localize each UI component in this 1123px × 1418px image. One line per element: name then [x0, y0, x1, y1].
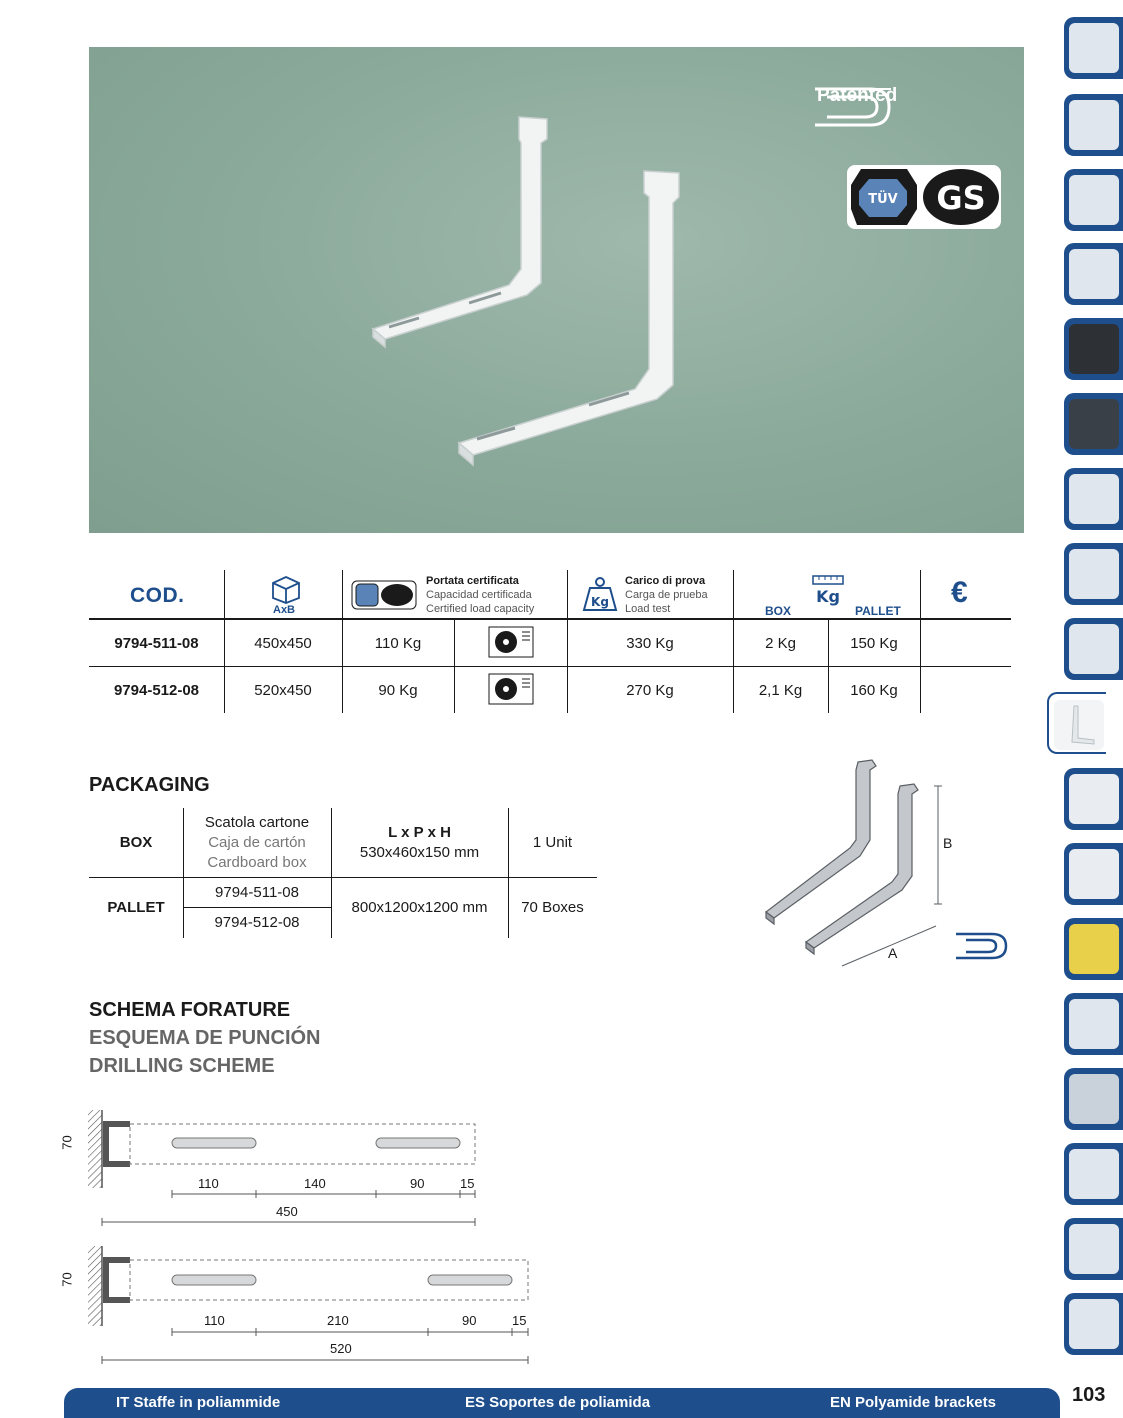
footer-en: EN Polyamide brackets	[830, 1394, 996, 1411]
load-test-en: Load test	[625, 603, 671, 615]
pallet-qty: 70 Boxes	[521, 899, 584, 916]
blocks-thumbnail	[1069, 624, 1119, 674]
category-tab-stands[interactable]	[1064, 468, 1123, 530]
category-tab-fittings[interactable]	[1064, 1143, 1123, 1205]
patented-badge	[811, 85, 897, 107]
product-axb: 520x450	[254, 681, 312, 699]
patent-logo-icon	[811, 85, 893, 129]
grilles-thumbnail	[1069, 1299, 1119, 1349]
ac-unit-icon	[454, 620, 567, 666]
scheme-2-segment: 90	[462, 1313, 477, 1328]
frames-thumbnail	[1069, 999, 1119, 1049]
load-test-it: Carico di prova	[625, 575, 706, 587]
drilling-title-en: DRILLING SCHEME	[89, 1055, 275, 1077]
scheme-1-segment: 110	[198, 1176, 219, 1191]
category-tab-tubes[interactable]	[1064, 243, 1123, 305]
scheme-2-segment: 15	[512, 1313, 527, 1328]
label-a: A	[888, 945, 898, 961]
category-tab-pump[interactable]	[1064, 94, 1123, 156]
category-tab-grilles[interactable]	[1064, 1293, 1123, 1355]
box-type-es: Caja de cartón	[208, 834, 306, 851]
footer-es: ES Soportes de poliamida	[465, 1394, 651, 1411]
category-tab-feet[interactable]	[1064, 393, 1123, 455]
scheme-1-segment: 15	[460, 1176, 475, 1191]
product-pallet-weight: 160 Kg	[850, 681, 898, 699]
scheme-2-segment: 110	[204, 1313, 225, 1328]
scale-kg-icon	[811, 574, 845, 608]
category-tab-insulation[interactable]	[1064, 1218, 1123, 1280]
drilling-scheme-title	[89, 996, 321, 1080]
category-tab-roof-support[interactable]	[1064, 543, 1123, 605]
category-tab-raceway[interactable]	[1064, 17, 1123, 79]
category-tab-polyamide-brackets[interactable]	[1047, 692, 1106, 754]
category-tab-steel-brackets[interactable]	[1064, 768, 1123, 830]
axb-header: AxB	[273, 604, 296, 616]
stands-thumbnail	[1069, 474, 1119, 524]
product-table-header	[89, 570, 1011, 620]
load-test-es: Carga de prueba	[625, 589, 708, 601]
box-dims: 530x460x150 mm	[359, 844, 480, 861]
product-code: 9794-511-08	[114, 634, 199, 652]
product-capacity: 110 Kg	[374, 634, 422, 652]
table-row	[89, 666, 1011, 712]
scheme-1-total: 450	[276, 1204, 298, 1219]
roof-support-thumbnail	[1069, 549, 1119, 599]
table-row	[89, 620, 1011, 666]
product-table	[89, 570, 1011, 712]
pallet-code: 9794-511-08	[215, 884, 299, 901]
price-header: €	[951, 576, 968, 609]
drilling-title-es: ESQUEMA DE PUNCIÓN	[89, 1027, 321, 1049]
scheme-2-total: 520	[330, 1341, 352, 1356]
category-tab-supports[interactable]	[1064, 318, 1123, 380]
dims-header: L x P x H	[388, 824, 451, 841]
label-b: B	[943, 835, 953, 851]
pallet-label: PALLET	[107, 899, 165, 916]
box-header: BOX	[765, 604, 792, 618]
packaging-title: PACKAGING	[89, 774, 210, 796]
raceway-thumbnail	[1069, 23, 1119, 73]
wall-brackets-thumbnail	[1069, 849, 1119, 899]
product-pallet-weight: 150 Kg	[850, 634, 898, 652]
scheme-1-segment: 90	[410, 1176, 425, 1191]
category-tab-dampers[interactable]	[1064, 918, 1123, 980]
load-test-header	[625, 574, 708, 616]
bracket-dimension-diagram	[760, 756, 1015, 971]
product-photo	[89, 47, 1024, 533]
patent-logo-icon	[955, 931, 1007, 959]
weight-icon-label: Kg	[591, 595, 609, 609]
category-tab-tools[interactable]	[1064, 1068, 1123, 1130]
certification-icon	[351, 580, 417, 610]
box-type-it: Scatola cartone	[204, 814, 310, 831]
polyamide-brackets-thumbnail	[1054, 700, 1104, 750]
dampers-thumbnail	[1069, 924, 1119, 974]
packaging-table	[89, 808, 597, 938]
footer-bar	[64, 1388, 1060, 1418]
category-tab-wall-brackets[interactable]	[1064, 843, 1123, 905]
tubes-thumbnail	[1069, 249, 1119, 299]
cod-header: COD.	[130, 584, 185, 607]
box-label: BOX	[119, 834, 153, 851]
scale-kg-label: Kg	[816, 587, 840, 606]
product-code: 9794-512-08	[113, 681, 200, 699]
drilling-scheme-520	[60, 1238, 550, 1368]
pallet-header: PALLET	[855, 604, 901, 618]
product-axb: 450x450	[254, 634, 312, 652]
certified-capacity-en: Certified load capacity	[426, 603, 535, 615]
box-type-en: Cardboard box	[207, 854, 307, 871]
fittings-thumbnail	[1069, 1149, 1119, 1199]
steel-brackets-thumbnail	[1069, 774, 1119, 824]
drilling-title-it: SCHEMA FORATURE	[89, 999, 291, 1021]
weight-icon	[582, 576, 618, 612]
certified-capacity-es: Capacidad certificada	[426, 589, 532, 601]
valves-thumbnail	[1069, 175, 1119, 225]
product-capacity: 90 Kg	[378, 681, 418, 699]
certification-badges	[847, 165, 1001, 229]
product-load-test: 270 Kg	[626, 681, 674, 699]
pallet-code: 9794-512-08	[214, 914, 300, 931]
product-box-weight: 2,1 Kg	[758, 681, 803, 699]
page-number: 103	[1072, 1384, 1106, 1406]
certified-capacity-it: Portata certificata	[426, 575, 519, 587]
dimensions-cube-icon	[269, 574, 303, 604]
supports-thumbnail	[1069, 324, 1119, 374]
patented-label: Patented	[817, 85, 898, 106]
scheme-2-segment: 210	[327, 1313, 349, 1328]
pump-thumbnail	[1069, 100, 1119, 150]
box-dimensions	[331, 808, 508, 878]
svg-text:GS: GS	[936, 179, 986, 217]
category-tab-frames[interactable]	[1064, 993, 1123, 1055]
pallet-dims: 800x1200x1200 mm	[351, 899, 488, 916]
scheme-1-segment: 140	[304, 1176, 326, 1191]
footer-it: IT Staffe in poliammide	[116, 1394, 281, 1411]
box-qty: 1 Unit	[532, 834, 573, 851]
product-box-weight: 2 Kg	[765, 634, 796, 652]
scheme-1-height: 70	[59, 1135, 75, 1150]
svg-text:TÜV: TÜV	[868, 192, 898, 207]
box-type	[183, 808, 331, 878]
ac-unit-icon	[454, 667, 567, 713]
category-tab-blocks[interactable]	[1064, 618, 1123, 680]
feet-thumbnail	[1069, 399, 1119, 449]
certified-capacity-header	[426, 574, 534, 616]
category-tab-valves[interactable]	[1064, 169, 1123, 231]
product-load-test: 330 Kg	[626, 634, 674, 652]
scheme-2-height: 70	[59, 1272, 75, 1287]
tools-thumbnail	[1069, 1074, 1119, 1124]
insulation-thumbnail	[1069, 1224, 1119, 1274]
